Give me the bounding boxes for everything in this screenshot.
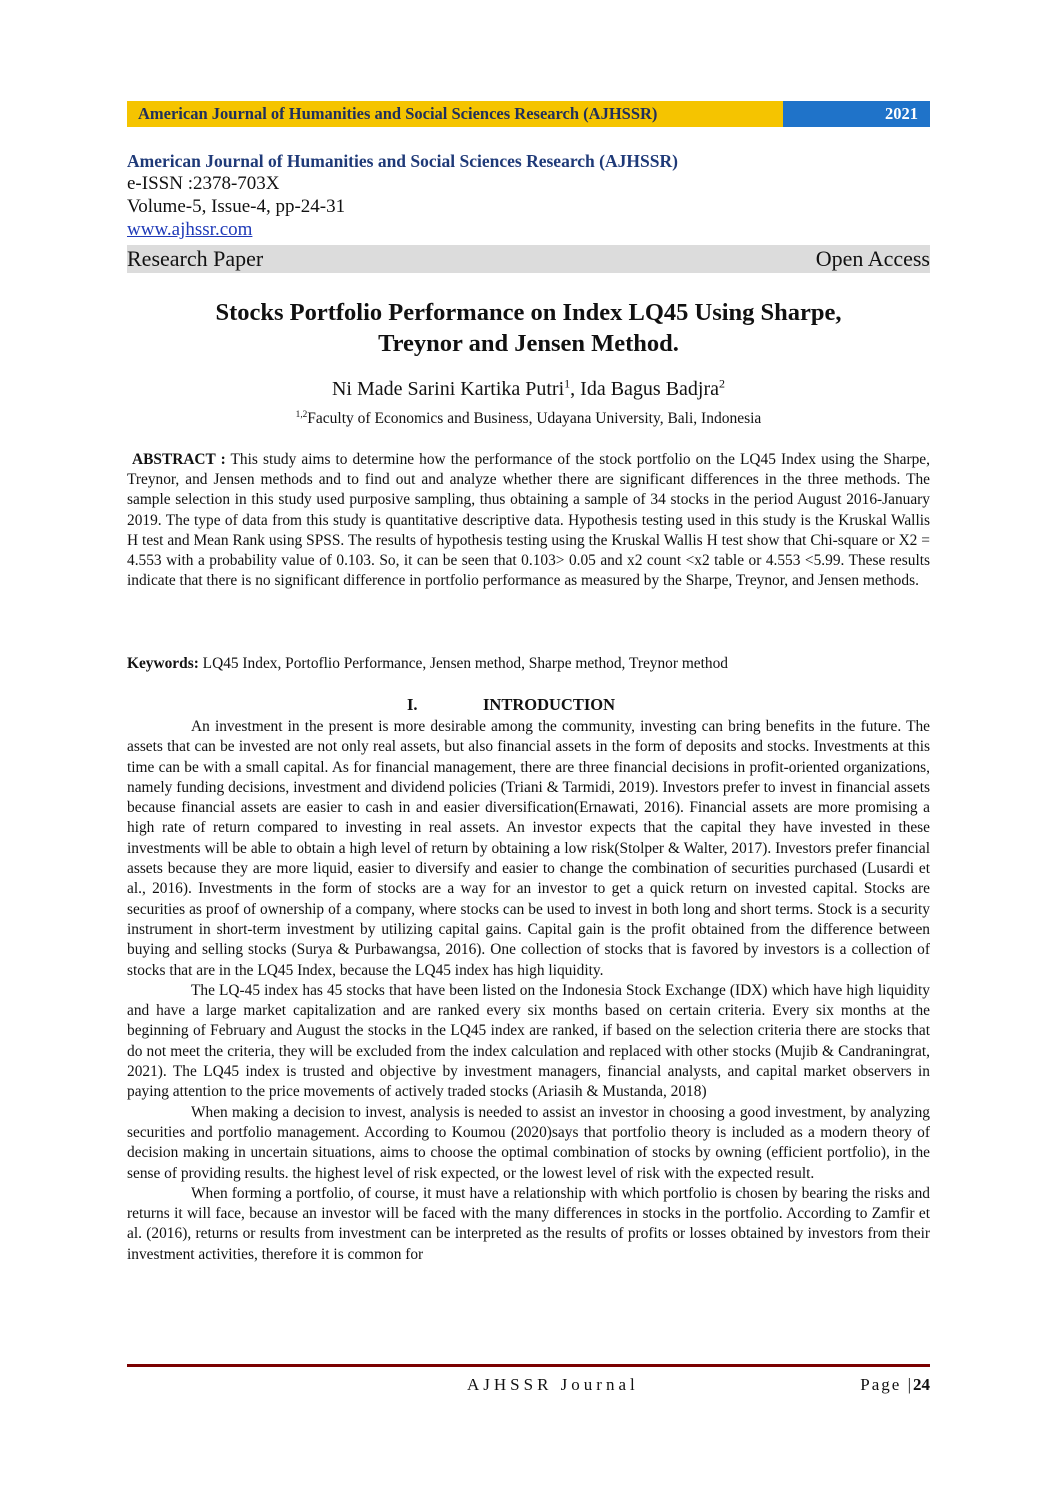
journal-website-link[interactable]: www.ajhssr.com — [127, 219, 253, 240]
paragraph: When making a decision to invest, analysis is needed to assist an investor in choosing a good investment, by analyzing securities and portfolio management. According to Koumou (2020)says that portfolio theory is included as a modern theory of decision making in uncertain situations, aims to choose the optimal combination of stocks by owning (efficient portfolio), in the sense of providing results. the highest level of risk expected, or the lowest level of risk with the expected result. — [127, 1103, 930, 1182]
footer-page-label: Page | — [860, 1375, 913, 1394]
author-1-affiliation-mark: 1 — [564, 376, 571, 391]
paper-type-label: Research Paper — [127, 246, 264, 271]
journal-info — [127, 150, 930, 241]
paragraph: An investment in the present is more desirable among the community, investing can bring benefits in the future. The assets that can be invested are not only real assets, but also financial assets in the form of deposits and stocks. Investments at this time can be with a small capital. As for financial management, there are three financial decisions in profit-oriented organizations, namely funding decisions, investment and dividend policies (Triani & Tarmidi, 2019). Investors prefer to invest in financial assets because financial assets are easier to cash in and easier diversification(Ernawati, 2016). Financial assets are more promising a high rate of return compared to investing in real assets. An investor expects that the capital they have invested in these investments will be able to obtain a high level of return by obtaining a low risk(Stolper & Walter, 2017). Investors prefer financial assets because they are more liquid, easier to diversify and easier to change the combination of securities purchased (Lusardi et al., 2016). Investments in the form of stocks are a way for an investor to get a quick return on invested capital. Stocks are securities as proof of ownership of a company, where stocks can be used to invest in both long and short terms. Stock is a security instrument in short-term investment by utilizing capital gains. Capital gain is the profit obtained from the difference between buying and selling stocks (Surya & Purbawangsa, 2016). One collection of stocks that is favored by investors is a collection of stocks that are in the LQ45 Index, because the LQ45 index has high liquidity. — [127, 718, 930, 979]
abstract — [127, 450, 930, 591]
section-title: INTRODUCTION — [483, 695, 616, 714]
footer-page-number — [860, 1374, 930, 1396]
paper-type-bar — [127, 245, 930, 273]
affiliation-mark: 1,2 — [295, 409, 308, 420]
journal-volume: Volume-5, Issue-4, pp-24-31 — [127, 196, 346, 217]
author-name-1: Ni Made Sarini Kartika Putri — [331, 378, 565, 400]
paragraph: The LQ-45 index has 45 stocks that have been listed on the Indonesia Stock Exchange (IDX) which have high liquidity and have a large market capitalization and are ranked every six months based on certain criteria. Every six months at the beginning of February and August the stocks in the LQ45 index are ranked, if based on the selection criteria there are stocks that do not meet the criteria, they will be excluded from the index calculation and replaced with other stocks (Mujib & Candraningrat, 2021). The LQ45 index is trusted and objective by investment managers, financial analysts, and capital market observers in paying attention to the price movements of actively traded stocks (Ariasih & Mustanda, 2018) — [127, 981, 930, 1101]
keywords-text: LQ45 Index, Portoflio Performance, Jensen method, Sharpe method, Treynor method — [198, 655, 729, 672]
author-list — [127, 377, 930, 401]
running-header-year: 2021 — [783, 101, 930, 127]
affiliation-text: Faculty of Economics and Business, Udayana University, Bali, Indonesia — [307, 410, 762, 427]
paragraph: When forming a portfolio, of course, it must have a relationship with which portfolio is chosen by bearing the risks and returns it will face, because an investor will be faced with the many differences in stocks in the portfolio. According to Zamfir et al. (2016), returns or results from investment can be interpreted as the results of profits or losses obtained by investors from their investment activities, therefore it is common for — [127, 1184, 930, 1263]
author-name-2: Ida Bagus Badjra — [580, 378, 720, 400]
keywords-label: Keywords: — [127, 655, 199, 672]
footer-rule — [127, 1364, 930, 1367]
section-number: I. — [407, 695, 418, 714]
footer-page-value: 24 — [913, 1375, 930, 1394]
page-footer — [127, 1374, 930, 1396]
journal-name: American Journal of Humanities and Social Sciences Research (AJHSSR) — [127, 151, 678, 171]
keywords — [127, 654, 930, 674]
paper-title-line-1: Stocks Portfolio Performance on Index LQ45 Using Sharpe, — [215, 299, 842, 326]
journal-issn: e-ISSN :2378-703X — [127, 173, 280, 194]
abstract-label: ABSTRACT : — [132, 451, 226, 468]
footer-journal: AJHSSR Journal — [467, 1375, 639, 1394]
abstract-text: This study aims to determine how the performance of the stock portfolio on the LQ45 Index using the Sharpe, Treynor, and Jensen methods and to find out and analyze whether there are significant differences in the three methods. The sample selection in this study used purposive sampling, thus obtaining a sample of 34 stocks in the period August 2016-January 2019. The type of data from this study is quantitative descriptive data. Hypothesis testing used in this study is the Kruskal Wallis H test and Mean Rank using SPSS. The results of hypothesis testing using the Kruskal Wallis H test show that Chi-square or X2 = 4.553 with a probability value of 0.103. So, it can be seen that 0.103> 0.05 and x2 count <x2 table or 4.553 <5.99. These results indicate that there is no significant difference in portfolio performance as measured by the Sharpe, Treynor, and Jensen methods. — [127, 451, 930, 590]
paper-title-line-2: Treynor and Jensen Method. — [378, 330, 679, 357]
author-2-affiliation-mark: 2 — [719, 376, 726, 391]
paper-title — [127, 297, 930, 359]
running-header-journal: American Journal of Humanities and Social Sciences Research (AJHSSR) — [127, 101, 783, 127]
running-header — [127, 101, 930, 127]
author-separator: , — [570, 378, 581, 400]
affiliation — [127, 409, 930, 429]
open-access-label: Open Access — [815, 246, 930, 271]
introduction-body — [127, 717, 930, 1265]
